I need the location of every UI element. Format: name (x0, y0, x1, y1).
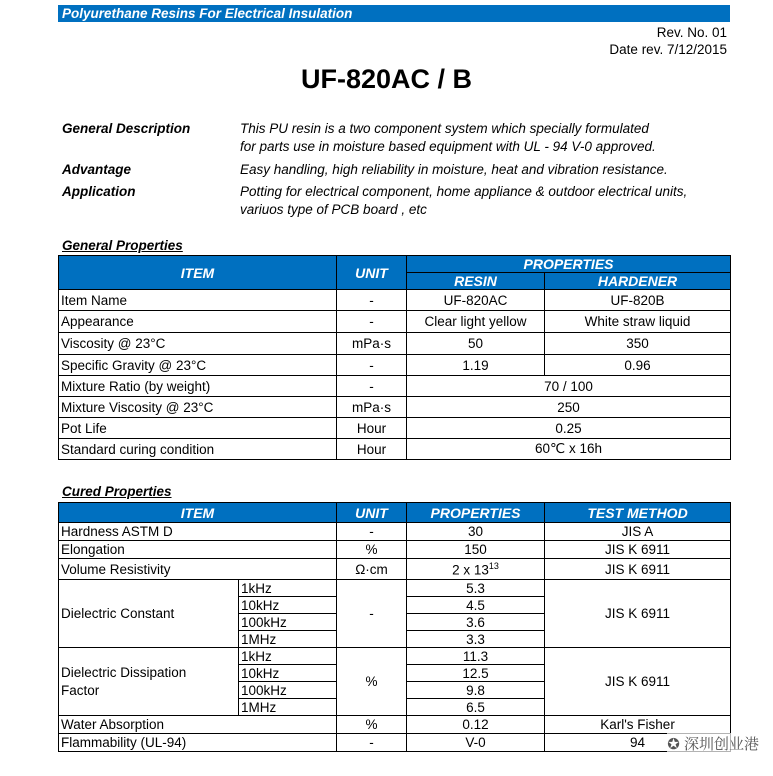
cp-freq: 1MHz (239, 699, 337, 716)
gp-value: 250 (407, 397, 731, 418)
cp-freq: 1kHz (239, 648, 337, 665)
application-label: Application (62, 184, 136, 199)
cp-value: 3.6 (407, 614, 545, 631)
gp-item: Specific Gravity @ 23°C (59, 355, 337, 376)
application-text (240, 183, 730, 219)
cp-unit: % (337, 648, 407, 716)
gp-value: 60℃ x 16h (407, 439, 731, 460)
gp-header-unit: UNIT (337, 256, 407, 290)
cp-unit: % (337, 541, 407, 559)
watermark-text: 深圳创业港 (683, 736, 759, 753)
cp-item: Volume Resistivity (59, 559, 337, 580)
cp-test: JIS K 6911 (545, 559, 731, 580)
cp-header-item: ITEM (59, 503, 337, 523)
cp-header-unit: UNIT (337, 503, 407, 523)
gp-item: Viscosity @ 23°C (59, 333, 337, 355)
wechat-icon: ✪ (667, 736, 680, 753)
table-row (59, 418, 731, 439)
general-properties-title: General Properties (62, 238, 183, 253)
rev-number: Rev. No. 01 (656, 25, 727, 40)
gp-unit: - (337, 290, 407, 311)
cp-header-test: TEST METHOD (545, 503, 731, 523)
gp-hardener: White straw liquid (545, 311, 731, 333)
cp-unit: % (337, 716, 407, 734)
cp-freq: 100kHz (239, 614, 337, 631)
cp-value: 3.3 (407, 631, 545, 648)
table-row (59, 376, 731, 397)
revision-info (609, 24, 727, 58)
cp-value: 12.5 (407, 665, 545, 682)
gp-unit: Hour (337, 418, 407, 439)
gp-resin: 1.19 (407, 355, 545, 376)
gp-resin: 50 (407, 333, 545, 355)
gp-unit: mPa·s (337, 397, 407, 418)
gp-header-item: ITEM (59, 256, 337, 290)
header-banner: Polyurethane Resins For Electrical Insulation (58, 5, 730, 22)
gp-unit: Hour (337, 439, 407, 460)
cp-unit: - (337, 523, 407, 541)
cp-value: 4.5 (407, 597, 545, 614)
table-row (59, 355, 731, 376)
cp-item: Elongation (59, 541, 337, 559)
general-properties-table (58, 255, 731, 460)
product-title: UF-820AC / B (300, 64, 473, 94)
gp-value: 70 / 100 (407, 376, 731, 397)
cured-properties-title: Cured Properties (62, 484, 172, 499)
cp-freq: 100kHz (239, 682, 337, 699)
gp-item: Mixture Ratio (by weight) (59, 376, 337, 397)
cp-value: 30 (407, 523, 545, 541)
cp-item: Water Absorption (59, 716, 337, 734)
gp-hardener: 0.96 (545, 355, 731, 376)
gp-resin: UF-820AC (407, 290, 545, 311)
cp-value: 150 (407, 541, 545, 559)
cp-value: 5.3 (407, 580, 545, 597)
table-row (59, 333, 731, 355)
cp-value-exponent: 13 (488, 560, 499, 571)
gp-header-properties: PROPERTIES (407, 256, 731, 273)
application-line2: variuos type of PCB board , etc (240, 202, 427, 217)
advantage-text: Easy handling, high reliability in moisture, heat and vibration resistance. (240, 162, 668, 177)
gp-item: Item Name (59, 290, 337, 311)
gp-unit: - (337, 376, 407, 397)
table-row (59, 290, 731, 311)
table-row (59, 523, 731, 541)
gp-unit: - (337, 311, 407, 333)
table-row (59, 559, 731, 580)
cp-item-line1: Dielectric Dissipation (61, 664, 187, 680)
table-row (59, 648, 731, 665)
general-description-line1: This PU resin is a two component system which specially formulated (240, 121, 649, 136)
table-row (59, 541, 731, 559)
gp-hardener: 350 (545, 333, 731, 355)
advantage-label: Advantage (62, 162, 132, 177)
gp-resin: Clear light yellow (407, 311, 545, 333)
general-description-label: General Description (62, 121, 191, 136)
cp-item-line2: Factor (61, 682, 100, 698)
table-row (59, 580, 731, 597)
gp-item: Appearance (59, 311, 337, 333)
date-revision: Date rev. 7/12/2015 (609, 42, 727, 57)
table-row (59, 311, 731, 333)
cp-item (59, 648, 239, 716)
cp-value-base: 2 x 13 (452, 562, 489, 578)
application-line1: Potting for electrical component, home appliance & outdoor electrical units, (240, 184, 688, 199)
general-description-text (240, 120, 730, 156)
gp-value: 0.25 (407, 418, 731, 439)
cp-freq: 1kHz (239, 580, 337, 597)
gp-item: Standard curing condition (59, 439, 337, 460)
table-row (59, 716, 731, 734)
watermark (667, 733, 759, 754)
gp-header-resin: RESIN (407, 273, 545, 290)
cp-test: JIS A (545, 523, 731, 541)
cp-value (407, 559, 545, 580)
cp-freq: 10kHz (239, 665, 337, 682)
cp-value: 6.5 (407, 699, 545, 716)
cp-value: 0.12 (407, 716, 545, 734)
cp-freq: 10kHz (239, 597, 337, 614)
cp-unit: Ω·cm (337, 559, 407, 580)
table-row (59, 397, 731, 418)
cp-test: JIS K 6911 (545, 541, 731, 559)
cured-properties-table (58, 502, 731, 752)
cp-value: V-0 (407, 734, 545, 752)
cp-item: Flammability (UL-94) (59, 734, 337, 752)
cp-item: Hardness ASTM D (59, 523, 337, 541)
cp-test: 94 (545, 734, 731, 752)
general-description-line2: for parts use in moisture based equipment with UL - 94 V-0 approved. (240, 139, 656, 154)
cp-value: 11.3 (407, 648, 545, 665)
cp-unit: - (337, 580, 407, 648)
cp-item: Dielectric Constant (59, 580, 239, 648)
gp-unit: - (337, 355, 407, 376)
gp-item: Mixture Viscosity @ 23°C (59, 397, 337, 418)
table-row (59, 439, 731, 460)
cp-value: 9.8 (407, 682, 545, 699)
gp-hardener: UF-820B (545, 290, 731, 311)
cp-test: JIS K 6911 (545, 580, 731, 648)
gp-unit: mPa·s (337, 333, 407, 355)
gp-item: Pot Life (59, 418, 337, 439)
cp-header-properties: PROPERTIES (407, 503, 545, 523)
cp-test: JIS K 6911 (545, 648, 731, 716)
table-row (59, 734, 731, 752)
cp-test: Karl's Fisher (545, 716, 731, 734)
cp-freq: 1MHz (239, 631, 337, 648)
gp-header-hardener: HARDENER (545, 273, 731, 290)
cp-unit: - (337, 734, 407, 752)
